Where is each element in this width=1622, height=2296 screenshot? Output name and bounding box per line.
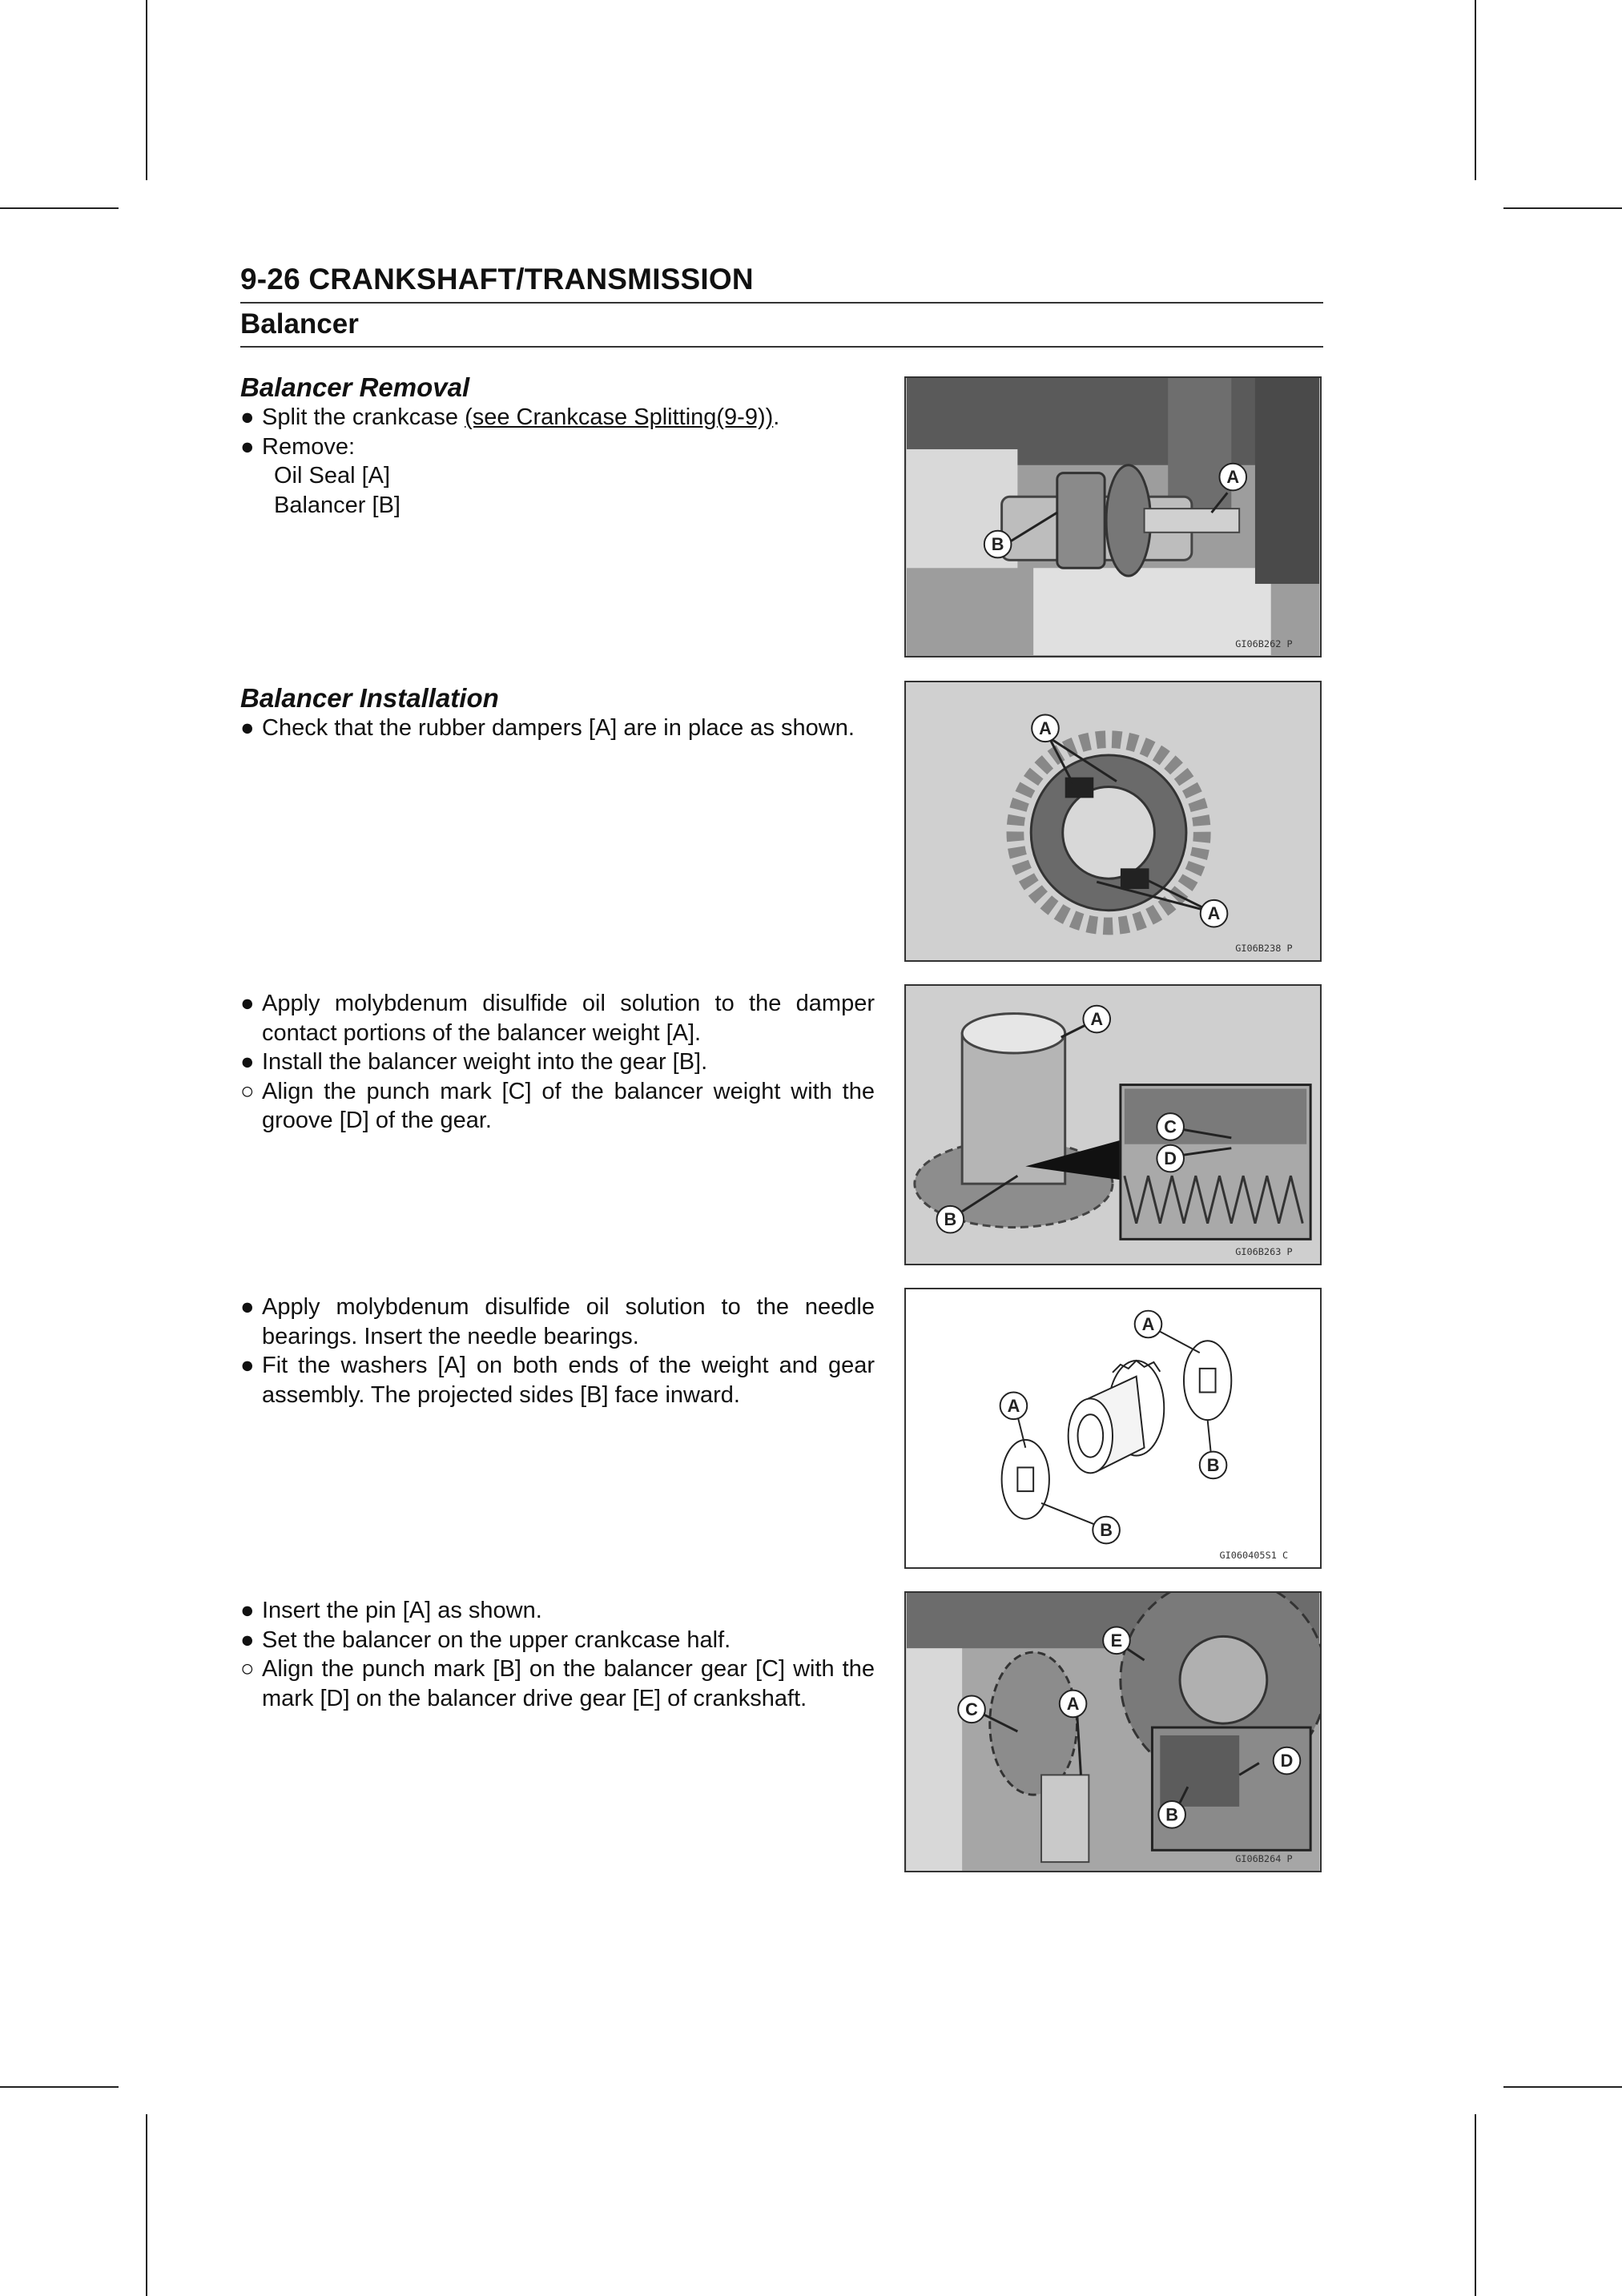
callout-d (1274, 1747, 1301, 1775)
svg-text:A: A (1207, 903, 1221, 924)
svg-text:B: B (1206, 1454, 1220, 1475)
figure-balancer-alignment (904, 1591, 1322, 1872)
installation-text-3 (240, 1293, 875, 1409)
bullet-icon: ● (240, 1294, 255, 1320)
svg-text:A: A (1226, 467, 1240, 488)
crop-mark (1475, 2114, 1476, 2296)
installation-heading: Balancer Installation (240, 683, 499, 713)
bullet-icon: ● (240, 1598, 255, 1623)
crop-mark (1475, 0, 1476, 180)
callout-b (1093, 1517, 1120, 1544)
callout-b (937, 1206, 964, 1233)
installation-text-2 (240, 989, 875, 1136)
page-title: 9-26 CRANKSHAFT/TRANSMISSION (240, 263, 754, 296)
figure-code: GI060405S1 C (1219, 1550, 1289, 1562)
crop-mark (0, 2086, 119, 2088)
figure-balancer-weight-gear (904, 984, 1322, 1265)
bullet-icon: ● (240, 991, 255, 1016)
figure-code: GI06B238 P (1235, 943, 1293, 955)
callout-a (1060, 1691, 1087, 1718)
bullet-icon: ● (240, 1049, 255, 1075)
svg-text:D: D (1164, 1148, 1177, 1169)
balancer-weight-gear-photo (906, 986, 1320, 1264)
washers-line-drawing (906, 1289, 1320, 1567)
svg-text:C: C (1164, 1116, 1177, 1137)
section-rule (240, 346, 1323, 348)
figure-washers-diagram (904, 1288, 1322, 1569)
svg-text:A: A (1066, 1693, 1080, 1714)
removal-heading: Balancer Removal (240, 372, 470, 402)
figure-balancer-removal (904, 376, 1322, 657)
remove-item-oil-seal: Oil Seal [A] (274, 463, 391, 489)
bullet-icon: ● (240, 433, 255, 460)
circle-icon: ○ (240, 1078, 255, 1104)
callout-b (984, 531, 1012, 558)
figure-code: GI06B263 P (1235, 1246, 1293, 1258)
list-item-continuation: bearings. Insert the needle bearings. (262, 1323, 639, 1349)
svg-text:D: D (1280, 1751, 1294, 1771)
bullet-icon: ● (240, 1627, 255, 1653)
callout-b (1200, 1452, 1227, 1479)
callout-a (1135, 1311, 1162, 1338)
sub-list-item: ○ Align the punch mark [C] of the balancer weight with the (240, 1077, 875, 1107)
figure-code: GI06B264 P (1235, 1853, 1293, 1865)
callout-a (1032, 715, 1059, 742)
balancer-alignment-photo (906, 1593, 1320, 1871)
bullet-icon: ● (240, 404, 255, 430)
figure-code: GI06B262 P (1235, 638, 1293, 650)
list-item: ● Set the balancer on the upper crankcase half. (240, 1626, 875, 1655)
callout-d (1157, 1145, 1184, 1172)
svg-text:E: E (1110, 1630, 1123, 1651)
svg-text:B: B (991, 534, 1004, 555)
list-item-continuation: assembly. The projected sides [B] face inward. (262, 1381, 740, 1408)
crop-mark (146, 2114, 147, 2296)
svg-text:B: B (1100, 1520, 1113, 1541)
list-item: ● Apply molybdenum disulfide oil solution to the needle (240, 1293, 875, 1322)
svg-text:A: A (1039, 718, 1052, 738)
crankcase-splitting-link[interactable]: (see Crankcase Splitting(9-9)) (465, 404, 774, 430)
list-item: ● Fit the washers [A] on both ends of the weight and gear (240, 1351, 875, 1381)
crop-mark (1503, 2086, 1622, 2088)
list-item: ● Split the crankcase (see Crankcase Splitting(9-9)). (240, 403, 875, 432)
sub-list-item-continuation: groove [D] of the gear. (262, 1108, 492, 1133)
list-item: ● Apply molybdenum disulfide oil solution to the damper (240, 989, 875, 1019)
rubber-dampers-photo (906, 682, 1320, 960)
balancer-removal-photo (906, 378, 1320, 656)
bullet-icon: ● (240, 715, 255, 741)
circle-icon: ○ (240, 1656, 255, 1682)
callout-a (1083, 1006, 1110, 1033)
callout-c (1157, 1113, 1184, 1140)
list-item-continuation: contact portions of the balancer weight [A]. (262, 1019, 702, 1046)
svg-text:A: A (1007, 1395, 1020, 1416)
callout-b (1158, 1801, 1185, 1828)
svg-text:A: A (1141, 1313, 1155, 1334)
callout-a (1219, 464, 1246, 491)
figure-rubber-dampers (904, 681, 1322, 962)
list-item: ● Check that the rubber dampers [A] are in place as shown. (240, 714, 875, 743)
callout-e (1103, 1627, 1130, 1655)
svg-text:B: B (1165, 1804, 1179, 1825)
crop-mark (1503, 207, 1622, 209)
callout-a (1201, 900, 1228, 927)
installation-text-1 (240, 683, 875, 743)
installation-text-4 (240, 1596, 875, 1713)
crop-mark (146, 0, 147, 180)
remove-item-balancer: Balancer [B] (274, 492, 400, 518)
list-item: ● Remove: (240, 432, 875, 462)
list-item: ● Insert the pin [A] as shown. (240, 1596, 875, 1626)
bullet-icon: ● (240, 1353, 255, 1378)
svg-text:B: B (944, 1209, 957, 1230)
callout-c (958, 1696, 985, 1723)
sub-list-item-continuation: mark [D] on the balancer drive gear [E] of crankshaft. (262, 1685, 807, 1711)
sub-list-item: ○ Align the punch mark [B] on the balancer gear [C] with the (240, 1655, 875, 1684)
list-item: ● Install the balancer weight into the gear [B]. (240, 1047, 875, 1077)
crop-mark (0, 207, 119, 209)
callout-a (1000, 1393, 1028, 1420)
svg-text:C: C (965, 1699, 978, 1719)
removal-text (240, 372, 875, 520)
svg-text:A: A (1090, 1009, 1104, 1030)
page-header (240, 264, 1323, 348)
section-title: Balancer (240, 308, 359, 340)
